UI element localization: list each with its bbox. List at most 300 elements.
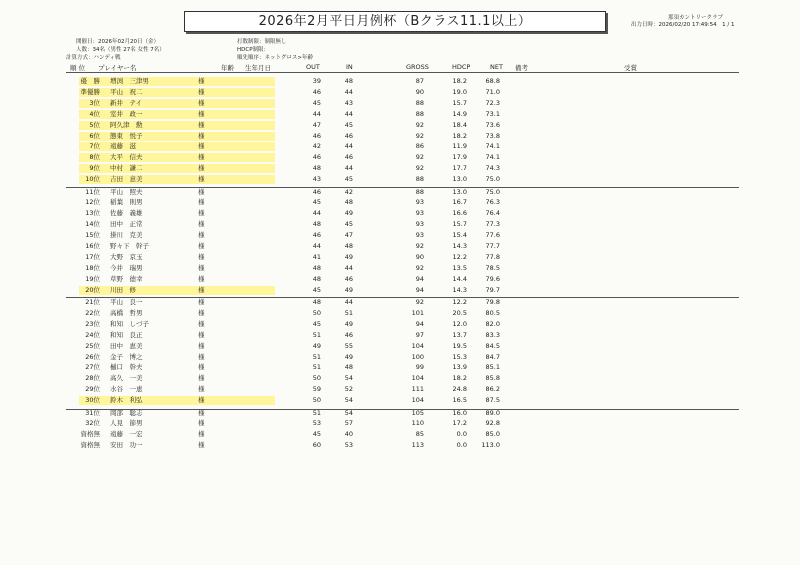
cell-hdcp: 12.2: [452, 252, 467, 261]
cell-in: 44: [344, 164, 353, 173]
header-divider: [66, 72, 739, 73]
cell-hdcp: 24.8: [452, 385, 467, 394]
cell-net: 71.0: [485, 87, 500, 96]
cell-name: 稲葉 則男: [110, 198, 143, 207]
table-row: [66, 131, 739, 141]
honorific: 様: [198, 187, 205, 196]
cell-gross: 111: [411, 385, 424, 394]
cell-name: 掛川 克美: [110, 231, 143, 240]
cell-in: 51: [344, 308, 353, 317]
club-name: 那須カントリークラブ: [668, 15, 724, 21]
honorific: 様: [198, 374, 205, 383]
cell-net: 79.7: [485, 285, 500, 294]
cell-in: 46: [344, 274, 353, 283]
cell-in: 52: [344, 385, 353, 394]
table-row: [66, 208, 739, 218]
cell-rank: 資格無: [80, 430, 100, 439]
highlight-marker: [79, 396, 275, 405]
table-row: [66, 230, 739, 240]
cell-hdcp: 18.2: [452, 374, 467, 383]
cell-rank: 22位: [85, 308, 100, 317]
cell-hdcp: 18.4: [452, 120, 467, 129]
cell-gross: 99: [415, 363, 424, 372]
cell-net: 77.8: [485, 252, 500, 261]
cell-gross: 104: [411, 374, 424, 383]
cell-hdcp: 13.5: [452, 263, 467, 272]
table-row: [66, 163, 739, 173]
header-prize: 受賞: [624, 64, 637, 72]
cell-name: 今井 瑞男: [110, 263, 143, 272]
cell-hdcp: 17.7: [452, 164, 467, 173]
cell-in: 43: [344, 98, 353, 107]
cell-out: 44: [312, 109, 321, 118]
table-row: [66, 362, 739, 372]
honorific: 様: [198, 142, 205, 151]
cell-rank: 7位: [89, 142, 100, 151]
cell-in: 42: [344, 187, 353, 196]
cell-out: 44: [312, 242, 321, 250]
cell-gross: 97: [415, 330, 424, 339]
cell-in: 46: [344, 153, 353, 162]
cell-net: 72.3: [485, 98, 500, 107]
table-row: [66, 319, 739, 329]
cell-in: 54: [344, 374, 353, 383]
table-row: [66, 174, 739, 184]
cell-net: 73.8: [485, 131, 500, 140]
cell-out: 53: [312, 419, 321, 428]
cell-net: 74.1: [485, 142, 500, 151]
cell-name: 遠藤 滋: [110, 142, 136, 151]
cell-in: 54: [344, 396, 353, 405]
table-row: [66, 330, 739, 340]
table-row: [66, 408, 739, 418]
cell-gross: 87: [415, 77, 424, 85]
cell-hdcp: 16.7: [452, 198, 467, 207]
cell-net: 77.3: [485, 220, 500, 229]
cell-in: 47: [344, 231, 353, 240]
cell-in: 44: [344, 263, 353, 272]
honorific: 様: [198, 385, 205, 394]
cell-hdcp: 13.7: [452, 330, 467, 339]
table-row: [66, 187, 739, 197]
highlight-marker: [79, 110, 275, 119]
cell-in: 49: [344, 209, 353, 218]
cell-out: 48: [312, 220, 321, 229]
highlight-marker: [79, 175, 275, 184]
cell-gross: 86: [415, 142, 424, 151]
cell-hdcp: 16.6: [452, 209, 467, 218]
cell-rank: 15位: [85, 231, 100, 240]
cell-hdcp: 20.5: [452, 308, 467, 317]
cell-name: 室井 政一: [110, 109, 143, 118]
cell-gross: 93: [415, 209, 424, 218]
print-timestamp: 出力日時：2026/02/20 17:49:54 1 / 1: [631, 22, 735, 28]
cell-rank: 25位: [85, 341, 100, 350]
table-row: [66, 152, 739, 162]
cell-net: 76.4: [485, 209, 500, 218]
cell-hdcp: 17.2: [452, 419, 467, 428]
cell-gross: 94: [415, 285, 424, 294]
cell-out: 51: [312, 363, 321, 372]
cell-out: 42: [312, 142, 321, 151]
honorific: 様: [198, 87, 205, 96]
header-remarks: 備考: [515, 64, 528, 72]
cell-name: 佐藤 義雄: [110, 209, 143, 218]
cell-hdcp: 12.0: [452, 319, 467, 328]
cell-rank: 10位: [85, 175, 100, 184]
cell-gross: 92: [415, 263, 424, 272]
honorific: 様: [198, 209, 205, 218]
cell-name: 新井 テイ: [110, 98, 143, 107]
cell-gross: 105: [411, 408, 424, 417]
cell-in: 57: [344, 419, 353, 428]
cell-hdcp: 13.0: [452, 175, 467, 184]
table-row: [66, 395, 739, 405]
table-row: [66, 141, 739, 151]
cell-hdcp: 17.9: [452, 153, 467, 162]
cell-hdcp: 13.0: [452, 187, 467, 196]
cell-gross: 92: [415, 164, 424, 173]
cell-net: 78.5: [485, 263, 500, 272]
cell-gross: 101: [411, 308, 424, 317]
honorific: 様: [198, 252, 205, 261]
cell-out: 46: [312, 131, 321, 140]
cell-out: 60: [312, 441, 321, 450]
cell-name: 高橋 哲男: [110, 308, 143, 317]
cell-name: 草野 德幸: [110, 274, 143, 283]
cell-in: 44: [344, 109, 353, 118]
cell-net: 80.5: [485, 308, 500, 317]
header-rank: 順 位: [70, 64, 86, 72]
table-row: [66, 440, 739, 450]
cell-rank: 13位: [85, 209, 100, 218]
cell-gross: 94: [415, 274, 424, 283]
cell-out: 45: [312, 98, 321, 107]
cell-hdcp: 14.9: [452, 109, 467, 118]
cell-name: 樋口 幹夫: [110, 363, 143, 372]
cell-hdcp: 12.2: [452, 298, 467, 306]
highlight-marker: [79, 153, 275, 162]
highlight-marker: [79, 121, 275, 130]
honorific: 様: [198, 441, 205, 450]
table-row: [66, 76, 739, 86]
honorific: 様: [198, 220, 205, 229]
cell-gross: 88: [415, 175, 424, 184]
table-row: [66, 384, 739, 394]
cell-net: 92.8: [485, 419, 500, 428]
cell-rank: 23位: [85, 319, 100, 328]
cell-name: 遠藤 一宏: [110, 430, 143, 439]
honorific: 様: [198, 153, 205, 162]
cell-gross: 90: [415, 252, 424, 261]
honorific: 様: [198, 408, 205, 417]
cell-in: 46: [344, 330, 353, 339]
cell-gross: 90: [415, 87, 424, 96]
cell-out: 39: [312, 77, 321, 85]
cell-hdcp: 18.2: [452, 77, 467, 85]
header-age: 年齢: [221, 64, 234, 72]
cell-rank: 28位: [85, 374, 100, 383]
highlight-marker: [79, 99, 275, 108]
cell-hdcp: 19.5: [452, 341, 467, 350]
honorific: 様: [198, 352, 205, 361]
cell-rank: 6位: [89, 131, 100, 140]
cell-out: 46: [312, 153, 321, 162]
cell-net: 89.0: [485, 408, 500, 417]
cell-rank: 16位: [85, 242, 100, 250]
honorific: 様: [198, 263, 205, 272]
cell-name: 阿久津 勲: [110, 120, 143, 129]
cell-name: 田中 正常: [110, 220, 143, 229]
cell-out: 51: [312, 408, 321, 417]
cell-net: 77.7: [485, 242, 500, 250]
cell-name: 平山 良一: [110, 298, 143, 306]
cell-rank: 4位: [89, 109, 100, 118]
cell-gross: 92: [415, 153, 424, 162]
honorific: 様: [198, 164, 205, 173]
cell-out: 45: [312, 430, 321, 439]
cell-rank: 11位: [85, 187, 100, 196]
cell-name: 岡部 聡志: [110, 408, 143, 417]
cell-out: 51: [312, 352, 321, 361]
cell-rank: 優 勝: [80, 77, 100, 85]
cell-in: 48: [344, 242, 353, 250]
cell-in: 49: [344, 285, 353, 294]
cell-hdcp: 16.0: [452, 408, 467, 417]
cell-hdcp: 19.0: [452, 87, 467, 96]
cell-net: 75.0: [485, 175, 500, 184]
table-row: [66, 352, 739, 362]
table-row: [66, 197, 739, 207]
cell-name: 金子 博之: [110, 352, 143, 361]
cell-out: 50: [312, 308, 321, 317]
cell-in: 53: [344, 441, 353, 450]
cell-hdcp: 15.7: [452, 220, 467, 229]
cell-rank: 3位: [89, 98, 100, 107]
cell-name: 野々下 幹子: [110, 242, 149, 250]
cell-net: 113.0: [481, 441, 500, 450]
table-row: [66, 263, 739, 273]
cell-rank: 30位: [85, 396, 100, 405]
cell-hdcp: 14.4: [452, 274, 467, 283]
hdcp-limit: HDCP制限：: [237, 47, 270, 53]
cell-net: 77.6: [485, 231, 500, 240]
cell-out: 50: [312, 374, 321, 383]
honorific: 様: [198, 308, 205, 317]
cell-out: 45: [312, 319, 321, 328]
cell-net: 73.1: [485, 109, 500, 118]
table-row: [66, 219, 739, 229]
cell-hdcp: 13.9: [452, 363, 467, 372]
cell-net: 85.0: [485, 430, 500, 439]
header-hdcp: HDCP: [452, 63, 471, 71]
table-row: [66, 109, 739, 119]
cell-net: 83.3: [485, 330, 500, 339]
cell-in: 44: [344, 87, 353, 96]
honorific: 様: [198, 396, 205, 405]
honorific: 様: [198, 285, 205, 294]
cell-rank: 31位: [85, 408, 100, 417]
highlight-marker: [79, 142, 275, 151]
honorific: 様: [198, 77, 205, 85]
header-out: OUT: [306, 63, 320, 71]
cell-out: 48: [312, 298, 321, 306]
cell-out: 45: [312, 285, 321, 294]
cell-name: 平山 照夫: [110, 187, 143, 196]
highlight-marker: [79, 88, 275, 97]
cell-in: 49: [344, 252, 353, 261]
cell-net: 86.2: [485, 385, 500, 394]
cell-name: 川田 修: [110, 285, 136, 294]
cell-rank: 29位: [85, 385, 100, 394]
header-net: NET: [490, 63, 503, 71]
cell-gross: 113: [411, 441, 424, 450]
cell-out: 45: [312, 198, 321, 207]
cell-name: 大野 京玉: [110, 252, 143, 261]
cell-gross: 92: [415, 242, 424, 250]
table-row: [66, 429, 739, 439]
table-row: [66, 341, 739, 351]
cell-net: 79.6: [485, 274, 500, 283]
cell-name: 態東 悦子: [110, 131, 143, 140]
cell-name: 鈴木 利弘: [110, 396, 143, 405]
table-row: [66, 274, 739, 284]
cell-gross: 93: [415, 220, 424, 229]
cell-out: 47: [312, 120, 321, 129]
honorific: 様: [198, 298, 205, 306]
cell-gross: 104: [411, 396, 424, 405]
cell-hdcp: 11.9: [452, 142, 467, 151]
cell-rank: 20位: [85, 285, 100, 294]
honorific: 様: [198, 120, 205, 129]
cell-hdcp: 0.0: [456, 430, 467, 439]
cell-hdcp: 18.2: [452, 131, 467, 140]
cell-net: 76.3: [485, 198, 500, 207]
cell-out: 49: [312, 341, 321, 350]
cell-net: 74.1: [485, 153, 500, 162]
highlight-marker: [79, 164, 275, 173]
cell-gross: 92: [415, 131, 424, 140]
cell-out: 46: [312, 187, 321, 196]
cell-gross: 94: [415, 319, 424, 328]
cell-in: 45: [344, 175, 353, 184]
cell-out: 59: [312, 385, 321, 394]
cell-in: 44: [344, 142, 353, 151]
cell-out: 46: [312, 87, 321, 96]
honorific: 様: [198, 231, 205, 240]
player-count: 人数：34名（男性 27名 女性 7名）: [76, 47, 165, 53]
cell-out: 48: [312, 263, 321, 272]
cell-rank: 準優勝: [80, 87, 100, 96]
cell-name: 中村 謙二: [110, 164, 143, 173]
cell-rank: 資格無: [80, 441, 100, 450]
cell-name: 人見 節男: [110, 419, 143, 428]
cell-rank: 21位: [85, 298, 100, 306]
cell-in: 55: [344, 341, 353, 350]
highlight-marker: [79, 132, 275, 141]
header-player: プレイヤー名: [98, 64, 137, 72]
calc-method: 計算方式：ハンディ戦: [66, 55, 121, 61]
cell-rank: 32位: [85, 419, 100, 428]
table-row: [66, 87, 739, 97]
cell-in: 45: [344, 220, 353, 229]
cell-out: 48: [312, 164, 321, 173]
cell-gross: 93: [415, 231, 424, 240]
cell-in: 48: [344, 363, 353, 372]
cell-gross: 104: [411, 341, 424, 350]
highlight-marker: [79, 77, 275, 86]
cell-in: 48: [344, 77, 353, 85]
cell-name: 和知 しづ子: [110, 319, 149, 328]
table-row: [66, 308, 739, 318]
honorific: 様: [198, 242, 205, 250]
event-date: 開催日：2026年02月20日（金）: [76, 39, 159, 45]
cell-rank: 27位: [85, 363, 100, 372]
cell-net: 87.5: [485, 396, 500, 405]
cell-out: 41: [312, 252, 321, 261]
cell-name: 高久 一美: [110, 374, 143, 383]
cell-rank: 8位: [89, 153, 100, 162]
cell-net: 68.8: [485, 77, 500, 85]
cell-net: 85.1: [485, 363, 500, 372]
cell-in: 46: [344, 131, 353, 140]
cell-hdcp: 15.4: [452, 231, 467, 240]
cell-hdcp: 0.0: [456, 441, 467, 450]
honorific: 様: [198, 419, 205, 428]
cell-rank: 14位: [85, 220, 100, 229]
cell-net: 82.0: [485, 319, 500, 328]
cell-in: 40: [344, 430, 353, 439]
cell-net: 75.0: [485, 187, 500, 196]
cell-in: 49: [344, 319, 353, 328]
highlight-marker: [79, 286, 275, 295]
cell-gross: 92: [415, 120, 424, 129]
honorific: 様: [198, 319, 205, 328]
cell-in: 44: [344, 298, 353, 306]
honorific: 様: [198, 341, 205, 350]
cell-rank: 19位: [85, 274, 100, 283]
cell-gross: 88: [415, 98, 424, 107]
table-row: [66, 297, 739, 307]
cell-out: 44: [312, 209, 321, 218]
cell-gross: 110: [411, 419, 424, 428]
table-row: [66, 98, 739, 108]
cell-rank: 5位: [89, 120, 100, 129]
cell-name: 水谷 一恵: [110, 385, 143, 394]
table-row: [66, 252, 739, 262]
cell-name: 田中 恵美: [110, 341, 143, 350]
cell-net: 74.3: [485, 164, 500, 173]
cell-rank: 26位: [85, 352, 100, 361]
cell-out: 50: [312, 396, 321, 405]
cell-gross: 85: [415, 430, 424, 439]
cell-hdcp: 14.3: [452, 285, 467, 294]
cell-rank: 12位: [85, 198, 100, 207]
cell-hdcp: 15.7: [452, 98, 467, 107]
table-row: [66, 418, 739, 428]
cell-in: 54: [344, 408, 353, 417]
cell-net: 84.7: [485, 352, 500, 361]
table-row: [66, 285, 739, 295]
header-in: IN: [346, 63, 353, 71]
honorific: 様: [198, 330, 205, 339]
cell-out: 46: [312, 231, 321, 240]
honorific: 様: [198, 274, 205, 283]
header-gross: GROSS: [406, 63, 429, 71]
cell-in: 45: [344, 120, 353, 129]
header-birthdate: 生年月日: [245, 64, 271, 72]
cell-name: 平山 祝二: [110, 87, 143, 96]
